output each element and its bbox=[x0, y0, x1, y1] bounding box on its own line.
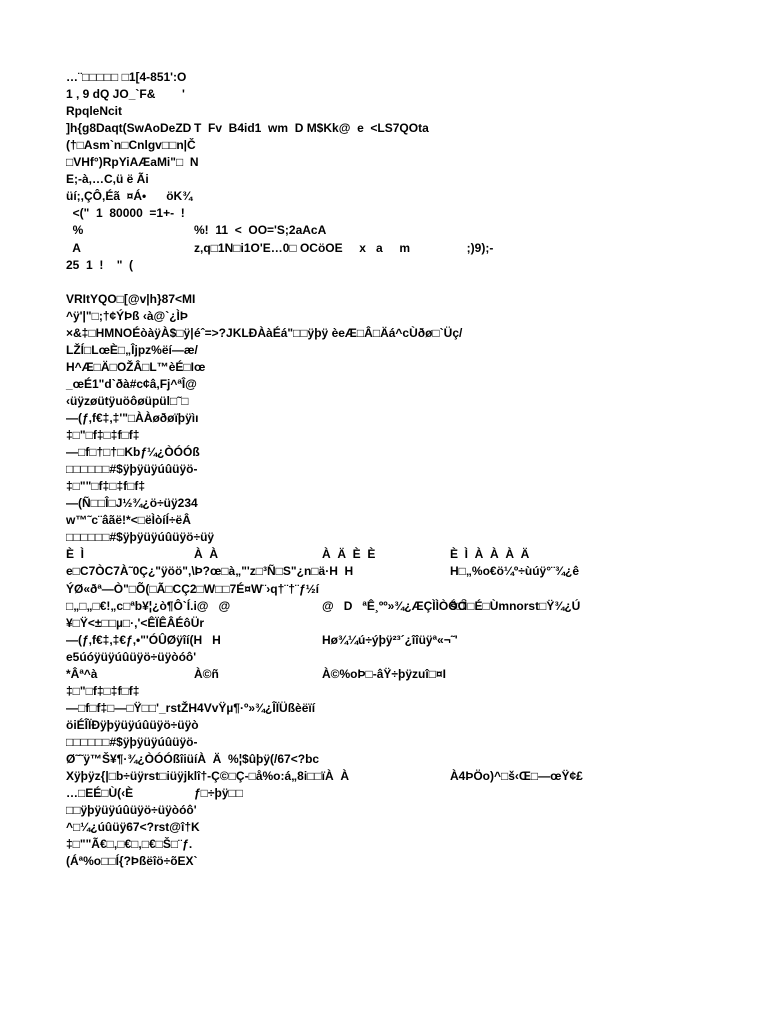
line-text: A bbox=[66, 240, 81, 255]
document-line bbox=[66, 154, 199, 171]
line-text: RpqleNcit bbox=[66, 104, 123, 119]
column-text: À4ÞÖo)^□š‹Œ□—œŸ¢£ bbox=[450, 769, 583, 784]
column-text: À À bbox=[194, 547, 218, 562]
document-line bbox=[66, 478, 145, 495]
document-line bbox=[66, 734, 198, 751]
line-text: □□□□□□#$ÿþÿüÿúûüÿö- bbox=[66, 734, 198, 749]
line-text: □□ÿþÿüÿúûüÿö÷üÿòóô' bbox=[66, 803, 197, 818]
line-text: ‡□""Ã€□,□€□,□€□Š□¨ƒ. bbox=[66, 837, 193, 852]
document-line bbox=[66, 819, 200, 836]
line-text: ]h{g8Daqt(SwAoDeZD bbox=[66, 121, 192, 136]
line-right-text: z,q□1N□i1O'E…0□ OCöOE x a m ;)9);- bbox=[194, 240, 494, 255]
line-text: üí;,ÇÔ,Éã ¤Á• öK¾ bbox=[66, 189, 193, 204]
column-text: À©ñ bbox=[194, 666, 219, 681]
document-line bbox=[66, 120, 702, 137]
line-text: □„□„□€!„c□ªb¥¦¿ò¶Ô`Í.i@ @ bbox=[66, 598, 231, 613]
column-text: ƒ□÷þÿ□□ bbox=[194, 786, 244, 801]
line-text: ÝØ«ðª—Ò"□Õ(□Ã□CÇ2□W□□7É¤W¨›q†¨†¨ƒ½í bbox=[66, 581, 319, 596]
document-line bbox=[66, 632, 630, 649]
line-text: □□□□□□#$ÿþÿüÿúûüÿö÷üÿ bbox=[66, 530, 215, 545]
line-text: w™˜c¨âãë!*<□ëÌòíÍ÷ëÂ bbox=[66, 513, 191, 528]
line-text: H^Æ□Ä□OŽÂ□L™èÉ□Iœ bbox=[66, 359, 206, 374]
document-line bbox=[66, 240, 702, 257]
column-text: š□Ì□É□Ùmnorst□Ÿ¾¿Ú bbox=[450, 598, 581, 613]
document-line bbox=[66, 581, 319, 598]
document-line bbox=[66, 291, 195, 308]
line-text: *Âª^à bbox=[66, 666, 98, 681]
line-text: …¨□□□□□ □1[4-851':O bbox=[66, 70, 187, 84]
line-text: E;-à,…C,ü ë Ãi bbox=[66, 172, 149, 187]
document-line bbox=[66, 342, 198, 359]
column-text: À©%oÞ□-âŸ÷þÿzuî□¤I bbox=[322, 666, 446, 681]
column-text: H□„%o€ö¼º÷ùúÿ°¨¾¿ê bbox=[450, 564, 580, 579]
document-line bbox=[66, 649, 196, 666]
document-line bbox=[66, 768, 630, 785]
document-line bbox=[66, 615, 204, 632]
document-line bbox=[66, 188, 192, 205]
line-text: e5úóÿüÿúûüÿö÷üÿòóô' bbox=[66, 649, 197, 664]
document-line bbox=[66, 308, 702, 325]
document-line bbox=[66, 461, 198, 478]
document-line bbox=[66, 495, 198, 512]
line-text: Xÿþÿz{|□b÷üÿrst□iüÿjklî†-Ç©□Ç-□å%o:á„8i□□ïÀ À bbox=[66, 769, 349, 784]
line-text: ‹üÿzøütÿuöôøüpül□˜□ bbox=[66, 393, 189, 408]
document-line bbox=[66, 103, 122, 120]
document-line bbox=[66, 546, 630, 563]
line-text: —□f□†□†□Kbƒ¼¿ÒÓÓß bbox=[66, 445, 200, 460]
line-text: —(Ñ□□Î□J½¾¿ö÷üÿ234 bbox=[66, 496, 198, 511]
document-line bbox=[66, 444, 200, 461]
document-line bbox=[66, 427, 139, 444]
document-line bbox=[66, 717, 199, 734]
document-line bbox=[66, 137, 196, 154]
line-right-text: T Fv B4id1 wm D M$Kk@ e <LS7QOta bbox=[194, 121, 429, 136]
line-text: …□EÉ□Ù(‹È bbox=[66, 786, 134, 801]
document-line bbox=[66, 785, 630, 802]
document-line bbox=[66, 410, 198, 427]
line-text: (Áª%o□□Í{?Þßëîö÷õEX` bbox=[66, 854, 198, 869]
line-text: ×&‡□HMNOÉòàÿÀ$□ÿ| bbox=[66, 325, 194, 340]
document-line bbox=[66, 325, 702, 342]
column-text: Hø¾¼ú÷ýþÿ²³´¿îîüÿª«¬˜' bbox=[322, 632, 458, 647]
line-text: ‡□""□f‡□‡f□f‡ bbox=[66, 479, 146, 494]
line-text: —(ƒ,f€‡,‡'"□ÀÀøðøïþÿìı bbox=[66, 411, 199, 425]
document-line bbox=[66, 802, 197, 819]
line-text: □VHf°)RpYiAÆaMi"□ N bbox=[66, 155, 199, 170]
document-line bbox=[66, 393, 188, 410]
line-text: 25 1 ! " ( bbox=[66, 257, 134, 272]
line-right-text: éˆ=>?JKLĐÀàÉá"□□ÿþÿ èeÆ□Â□Äá^cÙðø□`Üç/ bbox=[194, 325, 463, 340]
column-text: @ D ªÊ¸ºº»¾¿ÆÇÌÌÒÓÓ bbox=[322, 598, 467, 613]
document-line bbox=[66, 666, 630, 683]
line-text: —□f□f‡□—□Ÿ□□'_rstŽH4VvŸµ¶·º»¾¿ÎÏÜßèëïí bbox=[66, 700, 316, 715]
column-text: À Ä È È bbox=[322, 547, 376, 562]
document-line bbox=[66, 598, 630, 615]
document-line bbox=[66, 257, 133, 274]
document-line bbox=[66, 359, 205, 376]
line-text: □□□□□□#$ÿþÿüÿúûüÿö- bbox=[66, 462, 198, 477]
line-text: (†□Asm`n□Cnlgv□□n|Č bbox=[66, 138, 196, 153]
line-text: È Ì bbox=[66, 547, 85, 562]
document-line bbox=[66, 171, 149, 188]
line-text: VRItYQO□[@v|h}87<MI bbox=[66, 291, 196, 306]
document-line bbox=[66, 751, 319, 768]
document-line bbox=[66, 683, 139, 700]
document-line bbox=[66, 853, 198, 870]
line-text: _œÉ1"d`ðà#c¢â,Fj^ªÎ@ bbox=[66, 376, 197, 391]
line-text: ¥□Ÿ<±□□µ□·,'<ÊÏÊÂÉôÜr bbox=[66, 615, 205, 630]
document-line bbox=[66, 222, 702, 239]
document-line bbox=[66, 836, 192, 853]
line-text: öiÉÎÏÐÿþÿüÿúûüÿö÷üÿò bbox=[66, 717, 199, 732]
line-text: ^ÿ'|"□;†¢ÝÞß ‹à@`¿ÌÞ bbox=[66, 308, 188, 323]
line-text: 1 , 9 dQ JO_`F& ' bbox=[66, 87, 185, 102]
document-line bbox=[66, 529, 214, 546]
document-line bbox=[66, 205, 185, 222]
document-line bbox=[66, 512, 191, 529]
line-text: ^□¼¿úûüÿ67<?rst@î†K bbox=[66, 820, 200, 835]
line-text: Ø˜˜ÿ™Š¥¶·¾¿ÒÓÓßîiüíÀ Ä %¦$ûþÿ(/67<?bc bbox=[66, 752, 320, 766]
line-right-text: %! 11 < OO='S;2aAcA bbox=[194, 223, 327, 238]
column-text: È Ì À À À Ä bbox=[450, 547, 530, 562]
line-text: % bbox=[66, 223, 84, 238]
line-text: LŽÍ□LœÈ□„Îjpz%ëí—æ/ bbox=[66, 342, 198, 357]
document-line bbox=[66, 69, 186, 86]
document-line bbox=[66, 376, 197, 393]
line-text: —(ƒ,f€‡,‡€ƒ,•"'ÓÛØÿîí(H H bbox=[66, 632, 221, 647]
document-line bbox=[66, 700, 315, 717]
line-text: e□C7ÒC7À˜0Ç¿"ÿöö",\Þ?œ□à„"'z□³Ñ□S"¿n□ä·H H bbox=[66, 564, 354, 579]
line-text: <(" 1 80000 =1+- ! bbox=[66, 206, 185, 221]
line-text: ‡□"□f‡□‡f□f‡ bbox=[66, 683, 140, 698]
line-text: ‡□"□f‡□‡f□f‡ bbox=[66, 428, 140, 443]
document-line bbox=[66, 563, 630, 580]
document-line bbox=[66, 86, 185, 103]
